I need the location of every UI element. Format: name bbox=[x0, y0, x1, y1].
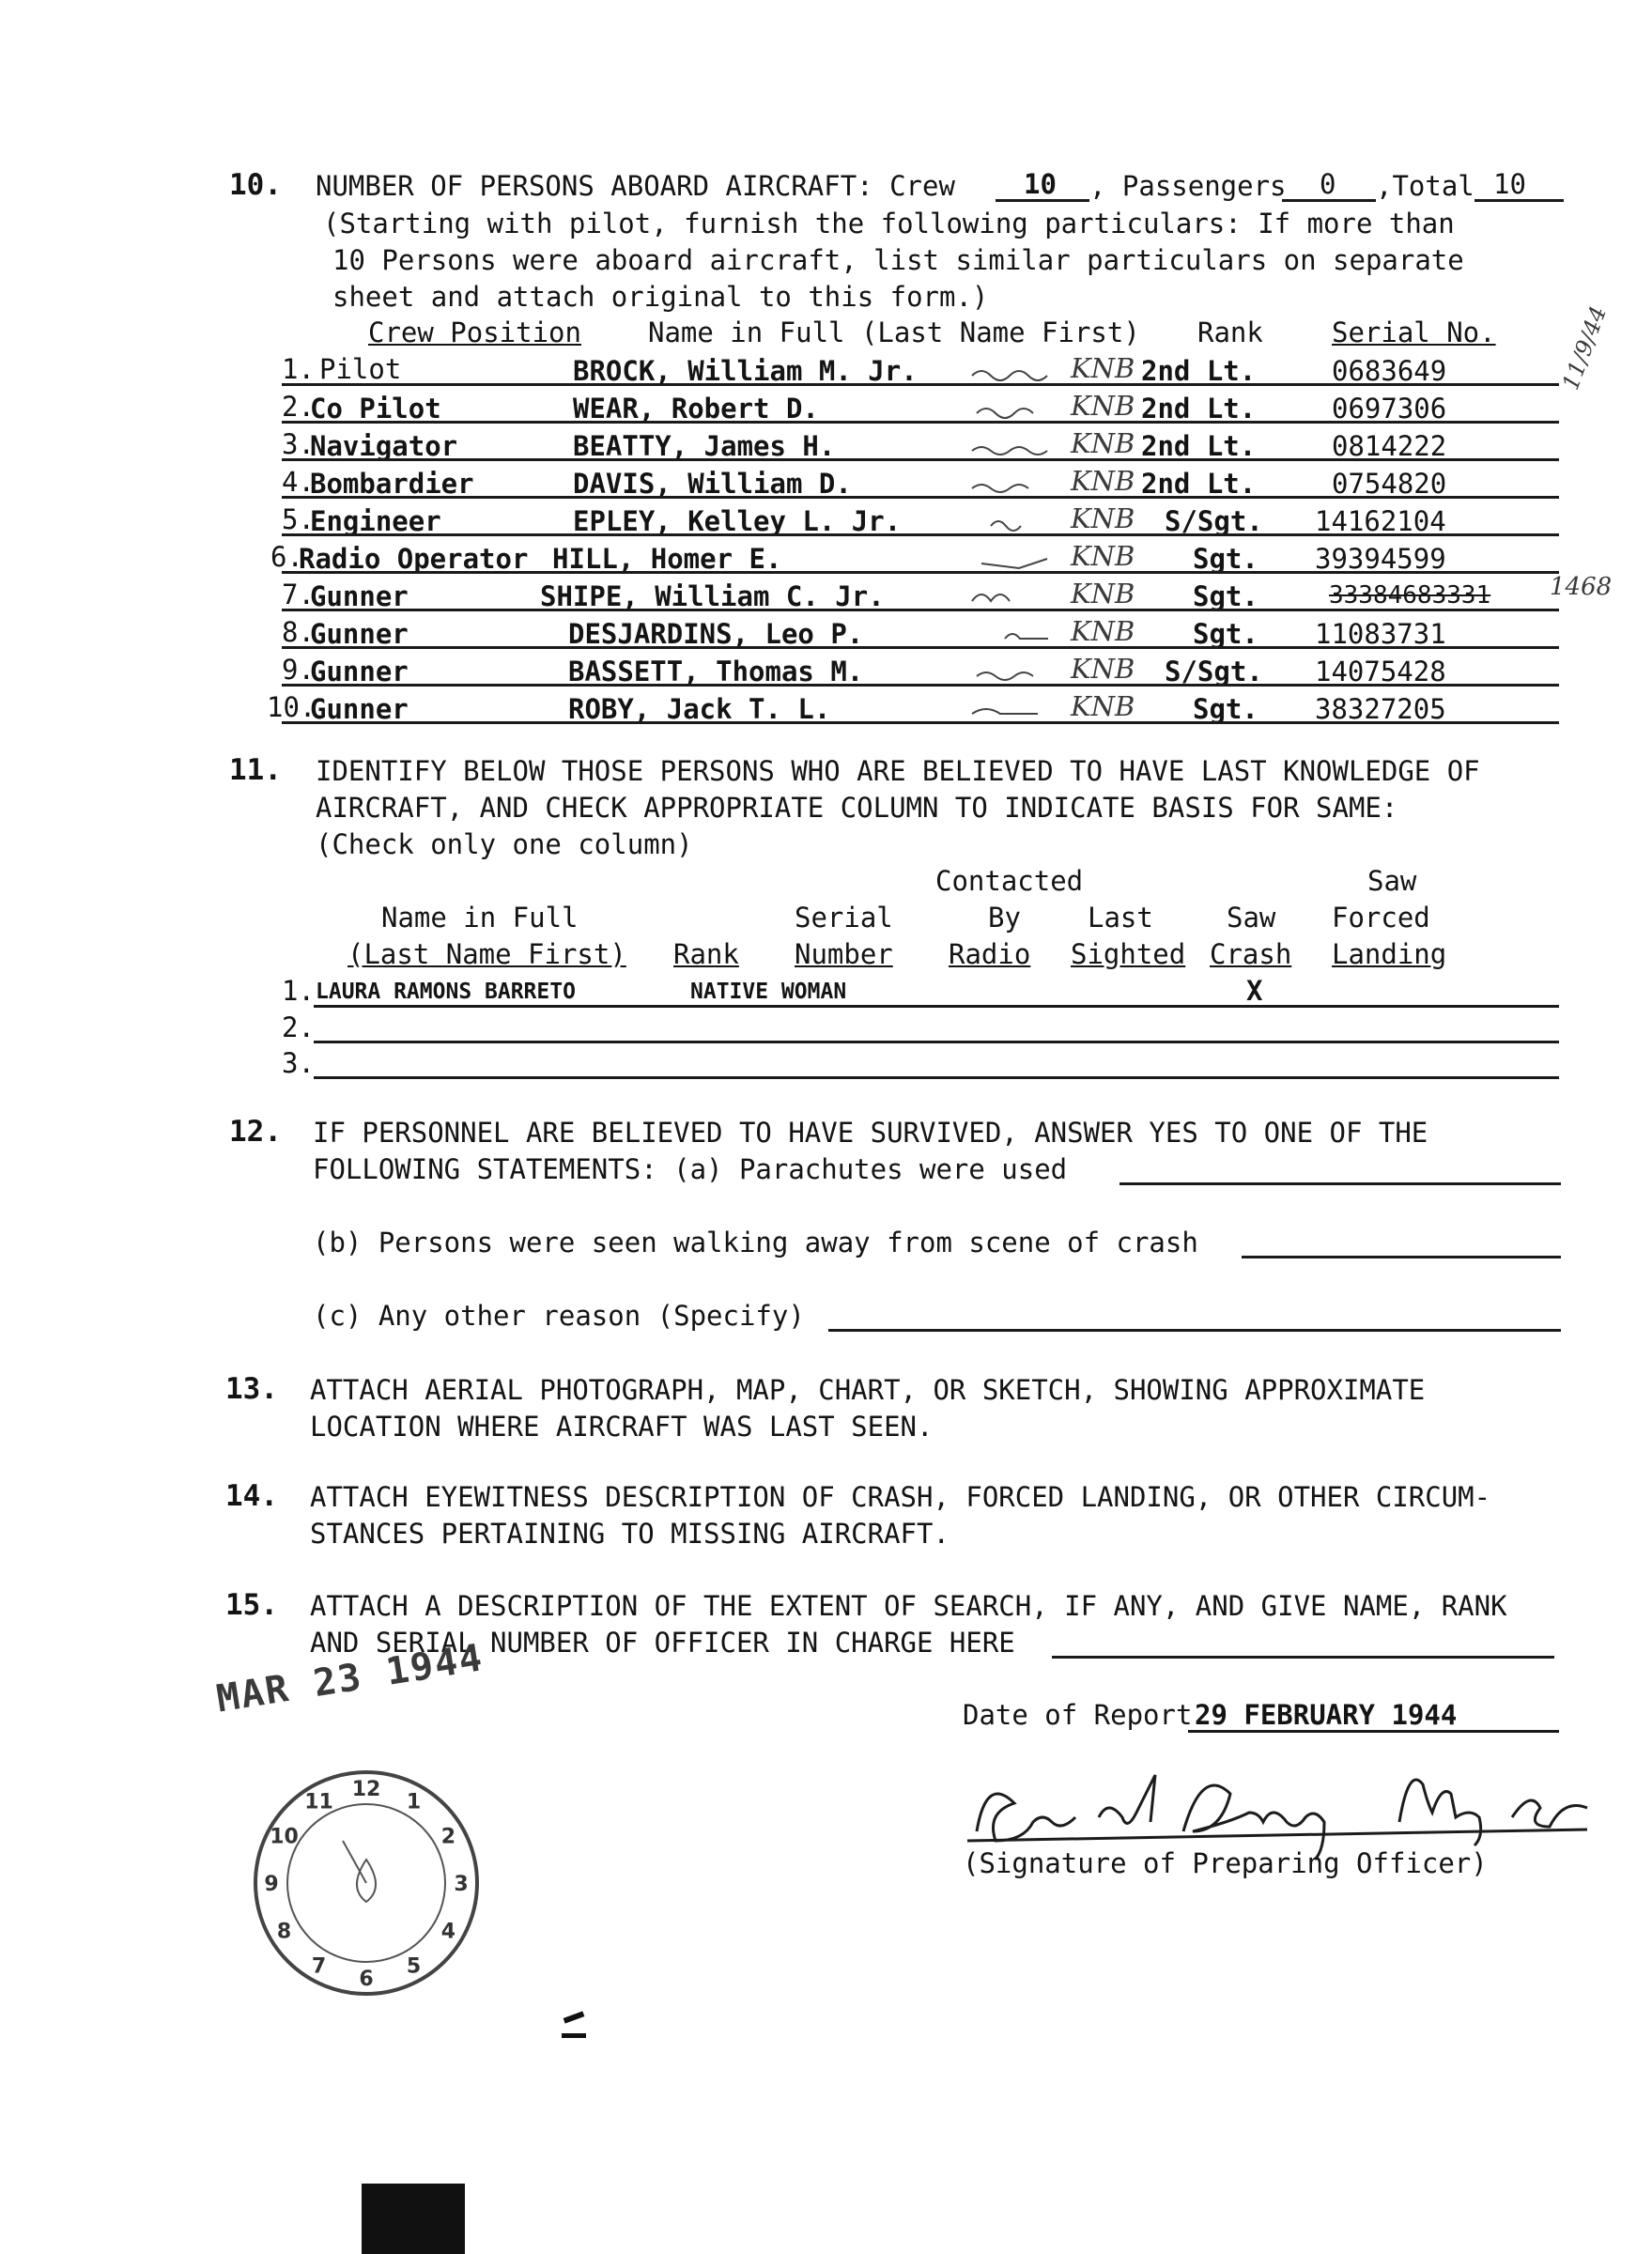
row-number: 3. bbox=[282, 428, 315, 460]
section-11-line-1: IDENTIFY BELOW THOSE PERSONS WHO ARE BELIEVED TO HAVE LAST KNOWLEDGE OF bbox=[316, 755, 1480, 787]
scan-blot bbox=[362, 2184, 465, 2254]
date-of-report-value: 29 FEBRUARY 1944 bbox=[1195, 1699, 1458, 1731]
crew-name: WEAR, Robert D. bbox=[573, 393, 819, 425]
crew-rank: 2nd Lt. bbox=[1141, 468, 1257, 500]
handwritten-mark: KNB bbox=[1071, 690, 1135, 722]
crew-serial: 11083731 bbox=[1315, 618, 1446, 650]
header-crew-position: Crew Position bbox=[368, 316, 581, 348]
header-forced-3: Landing bbox=[1332, 938, 1447, 970]
crew-serial: 0697306 bbox=[1332, 393, 1447, 425]
crew-rank: Sgt. bbox=[1193, 543, 1258, 575]
section-number: 13. bbox=[225, 1372, 278, 1406]
clock-numeral: 11 bbox=[304, 1790, 333, 1814]
header-crash-1: Saw bbox=[1227, 902, 1276, 934]
row-number: 1. bbox=[282, 975, 315, 1007]
handwritten-mark: KNB bbox=[1071, 540, 1135, 572]
section-number: 11. bbox=[229, 753, 282, 787]
received-clock-stamp bbox=[249, 1766, 484, 2000]
header-rank: Rank bbox=[1197, 316, 1263, 348]
clock-stamp-icon bbox=[249, 1766, 484, 2000]
crew-position: Pilot bbox=[319, 353, 402, 385]
crew-serial: 33384683331 bbox=[1329, 581, 1491, 610]
header-serial-1: Serial bbox=[795, 902, 893, 934]
header-radio-1: Contacted bbox=[935, 865, 1084, 897]
instructions-line-4: sheet and attach original to this form.) bbox=[332, 281, 989, 313]
crew-rank: S/Sgt. bbox=[1165, 656, 1263, 687]
row-number: 1. bbox=[282, 353, 315, 385]
header-name-1: Name in Full bbox=[381, 902, 579, 934]
section-14-line-2: STANCES PERTAINING TO MISSING AIRCRAFT. bbox=[310, 1518, 950, 1550]
crew-position: Co Pilot bbox=[310, 393, 441, 425]
header-rank: Rank bbox=[673, 938, 739, 970]
crew-name: HILL, Homer E. bbox=[552, 543, 782, 575]
crew-rank: Sgt. bbox=[1193, 618, 1258, 650]
crew-position: Gunner bbox=[310, 618, 409, 650]
crew-serial: 0814222 bbox=[1332, 430, 1447, 462]
section-13-line-2: LOCATION WHERE AIRCRAFT WAS LAST SEEN. bbox=[310, 1411, 934, 1443]
clock-numeral: 9 bbox=[264, 1873, 279, 1896]
crew-rank: Sgt. bbox=[1193, 580, 1258, 612]
date-of-report-label: Date of Report bbox=[963, 1699, 1193, 1731]
handwritten-mark: KNB bbox=[1071, 502, 1135, 534]
row-number: 6. bbox=[270, 541, 303, 573]
signature-caption: (Signature of Preparing Officer) bbox=[963, 1847, 1488, 1879]
crew-name: BASSETT, Thomas M. bbox=[568, 656, 864, 687]
row-number: 9. bbox=[282, 654, 315, 686]
header-name-2: (Last Name First) bbox=[347, 938, 626, 970]
section-13-line-1: ATTACH AERIAL PHOTOGRAPH, MAP, CHART, OR SKETCH, SHOWING APPROXIMATE bbox=[310, 1374, 1426, 1406]
total-count: 10 bbox=[1493, 168, 1526, 200]
crew-name: ROBY, Jack T. L. bbox=[568, 693, 831, 725]
crew-rank: Sgt. bbox=[1193, 693, 1258, 725]
header-forced-1: Saw bbox=[1367, 865, 1417, 897]
total-label: ,Total bbox=[1376, 170, 1474, 202]
section-number: 12. bbox=[229, 1115, 282, 1149]
crew-serial: 38327205 bbox=[1315, 693, 1446, 725]
section-number: 15. bbox=[225, 1588, 278, 1622]
crew-name: EPLEY, Kelley L. Jr. bbox=[573, 505, 902, 537]
section-15-line-2: AND SERIAL NUMBER OF OFFICER IN CHARGE HERE bbox=[310, 1627, 1015, 1659]
crew-name: DESJARDINS, Leo P. bbox=[568, 618, 864, 650]
crew-name: BROCK, William M. Jr. bbox=[573, 355, 918, 387]
section-number: 14. bbox=[225, 1479, 278, 1513]
header-last-1: Last bbox=[1088, 902, 1153, 934]
crew-position: Gunner bbox=[310, 693, 409, 725]
section-12-c: (c) Any other reason (Specify) bbox=[313, 1300, 805, 1332]
crew-name: SHIPE, William C. Jr. bbox=[540, 580, 885, 612]
section-12-line-2: FOLLOWING STATEMENTS: (a) Parachutes were used bbox=[313, 1153, 1068, 1185]
clock-numeral: 1 bbox=[406, 1790, 422, 1814]
crew-serial: 39394599 bbox=[1315, 543, 1446, 575]
crew-name: DAVIS, William D. bbox=[573, 468, 852, 500]
section-15-line-1: ATTACH A DESCRIPTION OF THE EXTENT OF SEARCH, IF ANY, AND GIVE NAME, RANK bbox=[310, 1590, 1507, 1622]
clock-numeral: 4 bbox=[440, 1920, 456, 1944]
crew-position: Gunner bbox=[310, 580, 409, 612]
witness-rank: NATIVE WOMAN bbox=[690, 980, 847, 1004]
section-11-line-3: (Check only one column) bbox=[316, 828, 693, 860]
persons-aboard-label: NUMBER OF PERSONS ABOARD AIRCRAFT: Crew bbox=[316, 170, 955, 202]
crew-serial: 14075428 bbox=[1315, 656, 1446, 687]
crew-rank: S/Sgt. bbox=[1165, 505, 1263, 537]
crew-serial: 0683649 bbox=[1332, 355, 1447, 387]
header-serial-2: Number bbox=[795, 938, 893, 970]
handwritten-mark: KNB bbox=[1071, 352, 1135, 384]
clock-numeral: 8 bbox=[276, 1920, 292, 1944]
header-radio-2: By bbox=[988, 902, 1021, 934]
row-number: 2. bbox=[282, 1011, 315, 1043]
header-last-2: Sighted bbox=[1071, 938, 1186, 970]
row-number: 2. bbox=[282, 391, 315, 423]
section-12-b: (b) Persons were seen walking away from scene of crash bbox=[313, 1227, 1198, 1258]
clock-numeral: 3 bbox=[454, 1873, 469, 1896]
crew-position: Engineer bbox=[310, 505, 441, 537]
handwritten-mark: KNB bbox=[1071, 578, 1135, 610]
serial-correction: 1468 bbox=[1550, 573, 1613, 601]
section-number: 10. bbox=[229, 168, 282, 202]
crew-rank: 2nd Lt. bbox=[1141, 430, 1257, 462]
clock-numeral: 10 bbox=[270, 1825, 299, 1849]
handwritten-mark: KNB bbox=[1071, 427, 1135, 459]
row-number: 5. bbox=[282, 503, 315, 535]
clock-numeral: 12 bbox=[351, 1778, 381, 1801]
handwritten-mark: KNB bbox=[1071, 615, 1135, 647]
clock-numeral: 2 bbox=[440, 1825, 456, 1849]
crew-rank: 2nd Lt. bbox=[1141, 393, 1257, 425]
crew-count: 10 bbox=[1024, 168, 1057, 200]
row-number: 7. bbox=[282, 579, 315, 610]
header-radio-3: Radio bbox=[949, 938, 1031, 970]
row-number: 10. bbox=[267, 691, 317, 723]
check-squiggles bbox=[967, 359, 1071, 734]
scan-mark bbox=[564, 2011, 585, 2023]
crew-serial: 14162104 bbox=[1315, 505, 1446, 537]
crew-name: BEATTY, James H. bbox=[573, 430, 836, 462]
header-name: Name in Full (Last Name First) bbox=[648, 316, 1140, 348]
saw-crash-check: X bbox=[1246, 975, 1263, 1007]
clock-numeral: 6 bbox=[359, 1968, 374, 1991]
section-11-line-2: AIRCRAFT, AND CHECK APPROPRIATE COLUMN TO INDICATE BASIS FOR SAME: bbox=[316, 792, 1398, 824]
row-number: 3. bbox=[282, 1047, 315, 1079]
section-14-line-1: ATTACH EYEWITNESS DESCRIPTION OF CRASH, FORCED LANDING, OR OTHER CIRCUM- bbox=[310, 1481, 1491, 1513]
clock-numeral: 7 bbox=[311, 1954, 327, 1979]
crew-position: Radio Operator bbox=[299, 543, 529, 575]
handwritten-mark: KNB bbox=[1071, 653, 1135, 685]
instructions-line-3: 10 Persons were aboard aircraft, list similar particulars on separate bbox=[332, 244, 1464, 276]
clock-numeral: 5 bbox=[406, 1954, 422, 1979]
instructions-line-2: (Starting with pilot, furnish the following particulars: If more than bbox=[323, 208, 1455, 239]
crew-position: Navigator bbox=[310, 430, 458, 462]
crew-rank: 2nd Lt. bbox=[1141, 355, 1257, 387]
witness-name: LAURA RAMONS BARRETO bbox=[316, 980, 576, 1004]
handwritten-mark: KNB bbox=[1071, 390, 1135, 422]
received-date-stamp: MAR 23 1944 bbox=[213, 1636, 487, 1721]
scan-mark bbox=[562, 2033, 586, 2038]
passengers-label: , Passengers bbox=[1089, 170, 1287, 202]
row-number: 8. bbox=[282, 616, 315, 648]
header-crash-2: Crash bbox=[1210, 938, 1292, 970]
crew-position: Bombardier bbox=[310, 468, 474, 500]
handwritten-mark: KNB bbox=[1071, 465, 1135, 497]
passengers-count: 0 bbox=[1320, 168, 1336, 200]
margin-note: 11/9/44 bbox=[1557, 302, 1613, 394]
row-number: 4. bbox=[282, 466, 315, 498]
section-12-line-1: IF PERSONNEL ARE BELIEVED TO HAVE SURVIVED, ANSWER YES TO ONE OF THE bbox=[313, 1117, 1428, 1149]
header-serial: Serial No. bbox=[1332, 316, 1496, 348]
crew-serial: 0754820 bbox=[1332, 468, 1447, 500]
header-forced-2: Forced bbox=[1332, 902, 1430, 934]
crew-position: Gunner bbox=[310, 656, 409, 687]
